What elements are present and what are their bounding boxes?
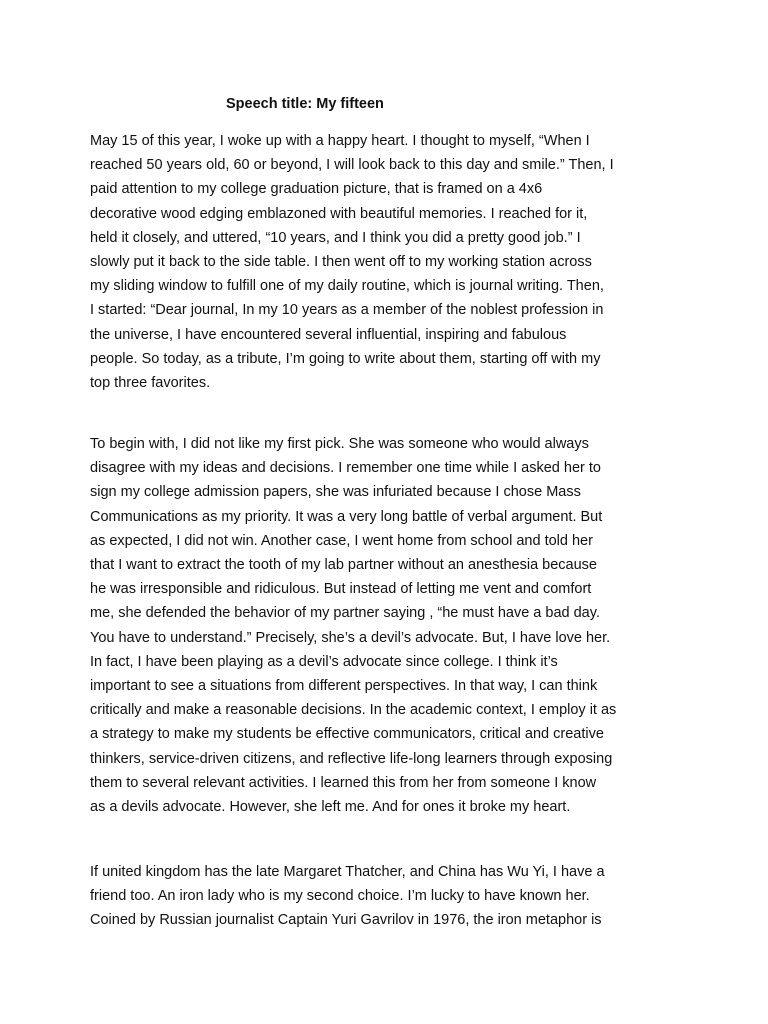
text-line: You have to understand.” Precisely, she’s a devil’s advocate. But, I have love her. bbox=[90, 629, 611, 646]
text-line: me, she defended the behavior of my partner saying , “he must have a bad day. bbox=[90, 605, 600, 622]
text-line: he was irresponsible and ridiculous. But instead of letting me vent and comfort bbox=[90, 581, 592, 598]
text-line: critically and make a reasonable decisions. In the academic context, I employ it as bbox=[90, 702, 617, 719]
text-line: as a devils advocate. However, she left me. And for ones it broke my heart. bbox=[90, 799, 571, 816]
paragraph-1 bbox=[90, 129, 680, 395]
text-line: reached 50 years old, 60 or beyond, I will look back to this day and smile.” Then, I bbox=[90, 157, 614, 174]
text-line: the universe, I have encountered several influential, inspiring and fabulous bbox=[90, 326, 567, 343]
speech-title: Speech title: My fifteen bbox=[226, 96, 384, 112]
paragraph-2 bbox=[90, 432, 680, 819]
text-line: slowly put it back to the side table. I then went off to my working station across bbox=[90, 254, 592, 271]
text-line: held it closely, and uttered, “10 years, and I think you did a pretty good job.” I bbox=[90, 229, 581, 246]
text-line: paid attention to my college graduation picture, that is framed on a 4x6 bbox=[90, 181, 543, 198]
text-line: important to see a situations from different perspectives. In that way, I can think bbox=[90, 678, 598, 695]
text-line: people. So today, as a tribute, I’m going to write about them, starting off with my bbox=[90, 350, 601, 367]
text-line: that I want to extract the tooth of my lab partner without an anesthesia because bbox=[90, 557, 597, 574]
text-line: Communications as my priority. It was a very long battle of verbal argument. But bbox=[90, 508, 603, 525]
text-line: If united kingdom has the late Margaret Thatcher, and China has Wu Yi, I have a bbox=[90, 864, 605, 880]
text-line: a strategy to make my students be effective communicators, critical and creative bbox=[90, 726, 604, 743]
text-line: as expected, I did not win. Another case, I went home from school and told her bbox=[90, 532, 593, 549]
text-line: sign my college admission papers, she was infuriated because I chose Mass bbox=[90, 484, 581, 501]
text-line: friend too. An iron lady who is my second choice. I’m lucky to have known her. bbox=[90, 888, 590, 905]
text-line: disagree with my ideas and decisions. I remember one time while I asked her to bbox=[90, 460, 601, 477]
text-line: May 15 of this year, I woke up with a happy heart. I thought to myself, “When I bbox=[90, 133, 590, 149]
text-line: To begin with, I did not like my first pick. She was someone who would always bbox=[90, 436, 589, 452]
text-line: thinkers, service-driven citizens, and reflective life-long learners through exposing bbox=[90, 750, 613, 767]
text-line: I started: “Dear journal, In my 10 years as a member of the noblest profession in bbox=[90, 302, 604, 319]
text-line: In fact, I have been playing as a devil’s advocate since college. I think it’s bbox=[90, 653, 558, 670]
text-line: them to several relevant activities. I learned this from her from someone I know bbox=[90, 774, 597, 791]
text-line: decorative wood edging emblazoned with beautiful memories. I reached for it, bbox=[90, 205, 588, 222]
text-line: top three favorites. bbox=[90, 375, 211, 392]
text-line: Coined by Russian journalist Captain Yuri Gavrilov in 1976, the iron metaphor is bbox=[90, 912, 602, 929]
text-line: my sliding window to fulfill one of my daily routine, which is journal writing. Then, bbox=[90, 278, 604, 295]
paragraph-3 bbox=[90, 860, 680, 933]
